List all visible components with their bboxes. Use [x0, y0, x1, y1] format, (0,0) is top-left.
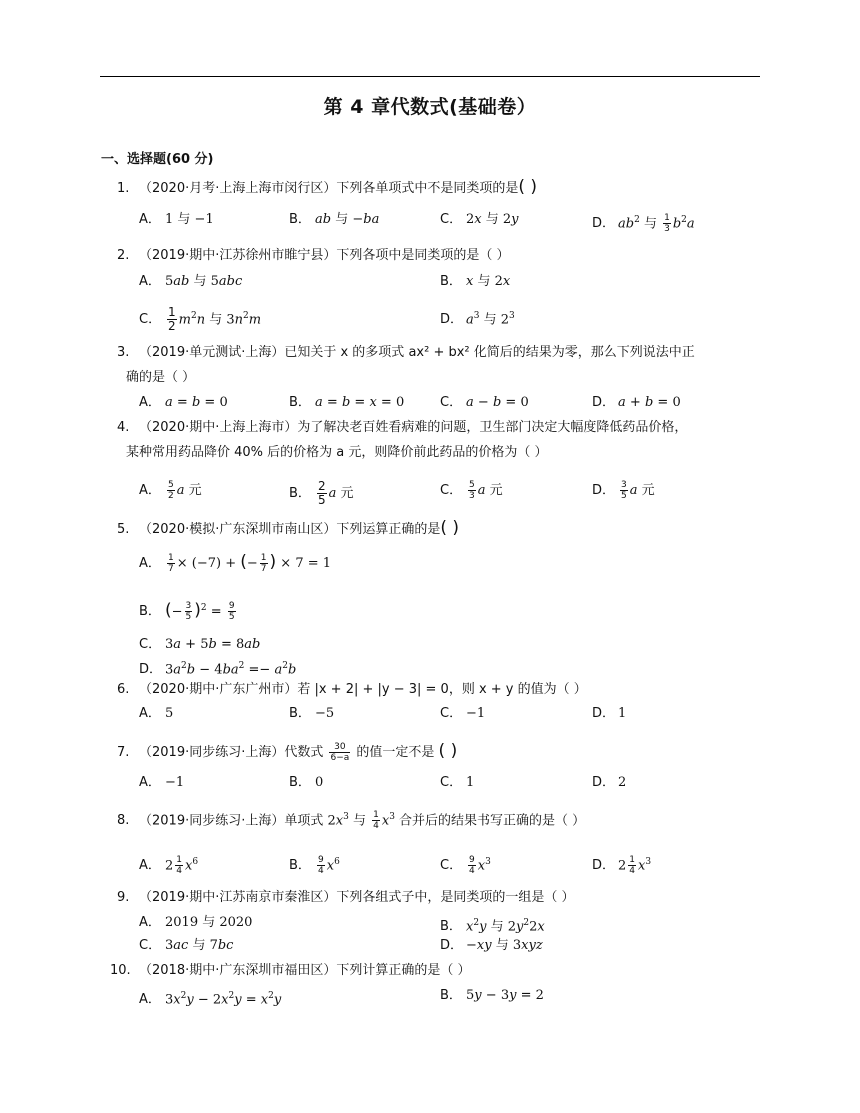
question-3-line2: 确的是（ ） [126, 370, 196, 385]
q1-option-c[interactable]: C． 2x 与 2y [440, 212, 519, 227]
q6-option-d[interactable]: D． 1 [592, 706, 627, 721]
question-number: 1. [117, 181, 130, 196]
q4-option-d[interactable]: D． $\frac{3}{5}$ a 元 [592, 480, 655, 501]
q10-option-b[interactable]: B． 5y − 3y = 2 [440, 988, 544, 1003]
question-2: 2. （2019·期中·江苏徐州市睢宁县）下列各项中是同类项的是（ ） [117, 248, 510, 263]
q5-option-a[interactable]: A． $\frac{1}{7}$ × (−7) + (− $\frac{1}{7}$ ) × 7 = 1 [139, 552, 332, 574]
question-3: 3. （2019·单元测试·上海）已知关于 x 的多项式 ax² + bx² 化简后的结果为零，那么下列说法中正 [117, 345, 695, 360]
question-6: 6. （2020·期中·广东广州市）若 |x + 2| + |y − 3| = 0，则 x + y 的值为（ ） [117, 682, 587, 697]
q3-option-a[interactable]: A． a = b = 0 [139, 395, 228, 410]
question-4-line2: 某种常用药品降价 40% 后的价格为 a 元，则降价前此药品的价格为（ ） [126, 445, 548, 460]
q6-option-c[interactable]: C． −1 [440, 706, 486, 721]
q4-option-b[interactable]: B． $\frac{2}{5}$ a 元 [289, 479, 354, 507]
q6-option-b[interactable]: B． −5 [289, 706, 335, 721]
q9-option-b[interactable]: B． $x^2y$ 与 $2y^22x$ [440, 918, 545, 935]
q3-option-d[interactable]: D． a + b = 0 [592, 395, 681, 410]
question-text: （2020·月考·上海上海市闵行区）下列各单项式中不是同类项的是 [139, 181, 519, 196]
q3-option-b[interactable]: B． a = b = x = 0 [289, 395, 405, 410]
q4-option-c[interactable]: C． $\frac{5}{3}$ a 元 [440, 480, 503, 501]
q2-option-c[interactable]: C． $\frac{1}{2}$ $m^2n$ 与 $3n^2m$ [139, 305, 262, 334]
question-text: （2019·期中·江苏南京市秦淮区）下列各组式子中，是同类项的一组是（ ） [139, 890, 575, 905]
question-text: （2020·期中·上海上海市）为了解决老百姓看病难的问题，卫生部门决定大幅度降低药品价格， [139, 420, 688, 435]
q1-option-d[interactable]: D． $ab^2$ 与 $\frac{1}{3}$ $b^2a$ [592, 213, 695, 235]
q5-option-b[interactable]: B． (− $\frac{3}{5}$ )$^2$ = $\frac{9}{5}$ [139, 600, 235, 623]
question-5: 5. （2020·模拟·广东深圳市南山区）下列运算正确的是( ) [117, 518, 460, 538]
question-4: 4. （2020·期中·上海上海市）为了解决老百姓看病难的问题，卫生部门决定大幅度降低药品价格， [117, 420, 688, 435]
question-text: （2020·模拟·广东深圳市南山区）下列运算正确的是 [139, 522, 441, 537]
q8-option-d[interactable]: D． 2 $\frac{1}{4}$ $x^3$ [592, 855, 652, 877]
q2-option-a[interactable]: A． 5ab 与 5abc [139, 274, 243, 289]
page-title: 第 4 章代数式(基础卷） [323, 96, 537, 118]
q5-option-c[interactable]: C． 3a + 5b = 8ab [139, 637, 261, 652]
q8-option-c[interactable]: C． $\frac{9}{4}$ $x^3$ [440, 855, 491, 877]
q7-option-d[interactable]: D． 2 [592, 775, 627, 790]
question-10: 10. （2018·期中·广东深圳市福田区）下列计算正确的是（ ） [110, 963, 471, 978]
q8-option-b[interactable]: B． $\frac{9}{4}$ $x^6$ [289, 855, 340, 877]
top-rule [100, 76, 760, 77]
q3-option-c[interactable]: C． a − b = 0 [440, 395, 529, 410]
question-7: 7. （2019·同步练习·上海）代数式 $\frac{30}{6-a}$ 的值一定不是 ( ) [117, 741, 458, 763]
q9-option-d[interactable]: D． −xy 与 3xyz [440, 938, 543, 953]
question-text: （2019·期中·江苏徐州市睢宁县）下列各项中是同类项的是（ ） [139, 248, 510, 263]
q1-option-b[interactable]: B． ab 与 −ba [289, 212, 380, 227]
q4-option-a[interactable]: A． $\frac{5}{2}$ a 元 [139, 480, 202, 501]
q8-option-a[interactable]: A． 2 $\frac{1}{4}$ $x^6$ [139, 855, 199, 877]
q2-option-b[interactable]: B． x 与 2x [440, 274, 511, 289]
q5-option-d[interactable]: D． $3a^2b - 4ba^2 =- a^2b$ [139, 661, 297, 678]
section-heading: 一、选择题(60 分) [101, 152, 214, 167]
question-8: 8. （2019·同步练习·上海）单项式 $2x^3$ 与 $\frac{1}{4}$ $x^3$ 合并后的结果书写正确的是（ ） [117, 810, 586, 832]
q7-option-a[interactable]: A． −1 [139, 775, 185, 790]
q9-option-a[interactable]: A． 2019 与 2020 [139, 915, 253, 930]
q9-option-c[interactable]: C． 3ac 与 7bc [139, 938, 234, 953]
q1-option-a[interactable]: A． 1 与 −1 [139, 212, 214, 227]
question-1 [117, 177, 537, 199]
q6-option-a[interactable]: A． 5 [139, 706, 174, 721]
question-text: （2019·单元测试·上海）已知关于 x 的多项式 ax² + bx² 化简后的结果为零，那么下列说法中正 [139, 345, 695, 360]
question-text: （2018·期中·广东深圳市福田区）下列计算正确的是（ ） [139, 963, 471, 978]
q10-option-a[interactable]: A． $3x^2y - 2x^2y = x^2y$ [139, 991, 282, 1008]
q7-option-b[interactable]: B． 0 [289, 775, 324, 790]
question-text: （2020·期中·广东广州市）若 |x + 2| + |y − 3| = 0，则 x + y 的值为（ ） [139, 682, 587, 697]
answer-blank: ( ) [518, 177, 538, 197]
question-9: 9. （2019·期中·江苏南京市秦淮区）下列各组式子中，是同类项的一组是（ ） [117, 890, 575, 905]
q7-option-c[interactable]: C． 1 [440, 775, 475, 790]
q2-option-d[interactable]: D． $a^3$ 与 $2^3$ [440, 311, 515, 328]
